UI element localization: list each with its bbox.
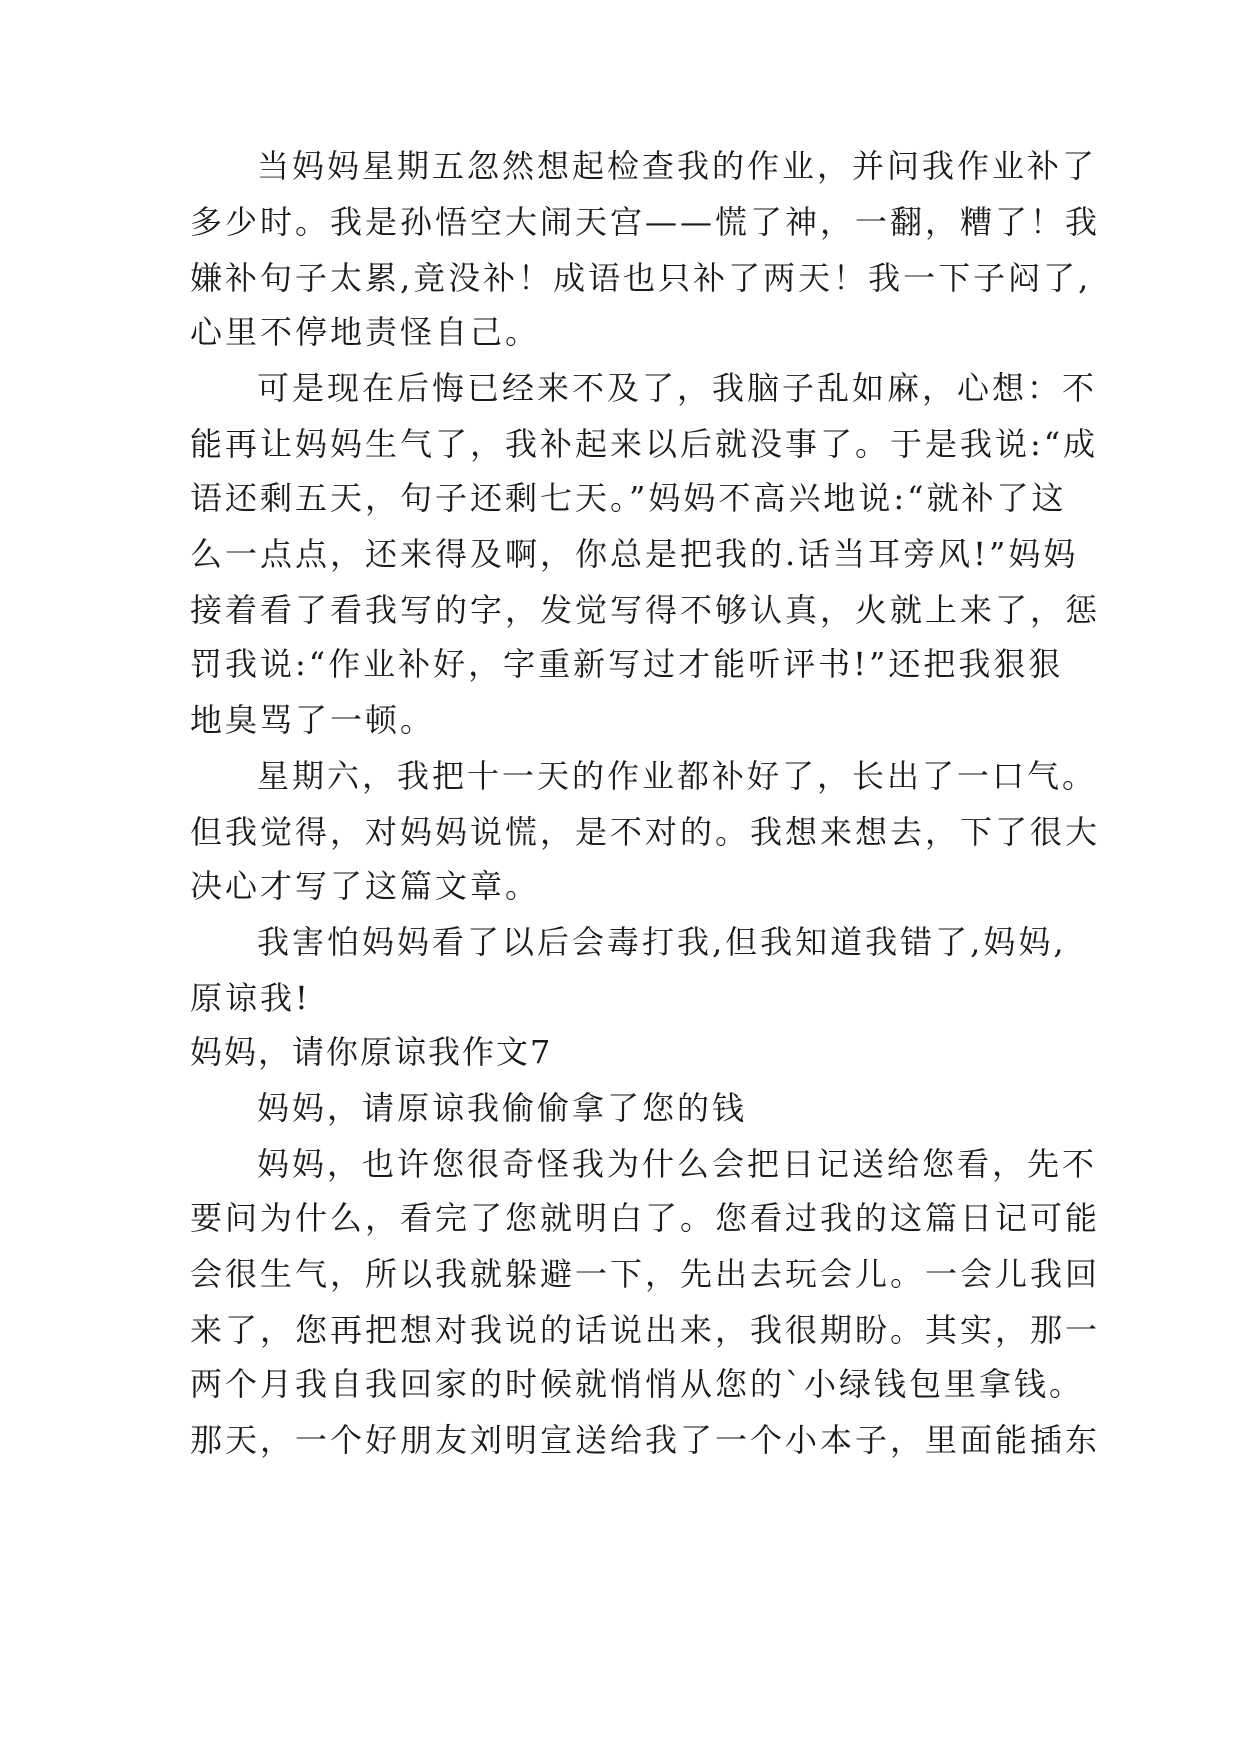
paragraph-line: 可是现在后悔已经来不及了，我脑子乱如麻，心想：不	[257, 369, 1098, 407]
paragraph-line: 能再让妈妈生气了，我补起来以后就没事了。于是我说:“成	[190, 425, 1099, 463]
paragraph-line: 原谅我!	[190, 979, 311, 1017]
paragraph-line: 妈妈，也许您很奇怪我为什么会把日记送给您看，先不	[257, 1145, 1098, 1183]
paragraph-line: 我害怕妈妈看了以后会毒打我,但我知道我错了,妈妈,	[257, 923, 1067, 961]
paragraph-line: 当妈妈星期五忽然想起检查我的作业，并问我作业补了	[257, 147, 1098, 185]
paragraph-line: 心里不停地责怪自己。	[190, 313, 541, 351]
paragraph-line: 那天，一个好朋友刘明宣送给我了一个小本子，里面能插东	[190, 1421, 1101, 1459]
paragraph-line: 两个月我自我回家的时候就悄悄从您的`小绿钱包里拿钱。	[190, 1365, 1085, 1403]
paragraph-line: 要问为什么，看完了您就明白了。您看过我的这篇日记可能	[190, 1199, 1101, 1237]
paragraph-line: 来了，您再把想对我说的话说出来，我很期盼。其实，那一	[190, 1311, 1101, 1349]
paragraph-line: 决心才写了这篇文章。	[190, 867, 541, 905]
section-heading: 妈妈，请你原谅我作文7	[190, 1033, 553, 1071]
paragraph-line: 罚我说:“作业补好，字重新写过才能听评书!”还把我狠狠	[190, 645, 1064, 683]
paragraph-line: 星期六，我把十一天的作业都补好了，长出了一口气。	[257, 757, 1098, 795]
paragraph-line: 地臭骂了一顿。	[190, 701, 436, 739]
paragraph-line: 么一点点，还来得及啊，你总是把我的.话当耳旁风!”妈妈	[190, 535, 1079, 573]
essay-subtitle: 妈妈，请原谅我偷偷拿了您的钱	[257, 1089, 748, 1127]
paragraph-line: 会很生气，所以我就躲避一下，先出去玩会儿。一会儿我回	[190, 1255, 1101, 1293]
paragraph-line: 但我觉得，对妈妈说慌，是不对的。我想来想去，下了很大	[190, 813, 1101, 851]
paragraph-line: 嫌补句子太累,竟没补！成语也只补了两天！我一下子闷了,	[190, 259, 1092, 297]
paragraph-line: 语还剩五天，句子还剩七天。”妈妈不高兴地说:“就补了这	[190, 479, 1067, 517]
paragraph-line: 接着看了看我写的字，发觉写得不够认真，火就上来了，惩	[190, 591, 1101, 629]
paragraph-line: 多少时。我是孙悟空大闹天宫——慌了神，一翻，糟了！我	[190, 203, 1101, 241]
